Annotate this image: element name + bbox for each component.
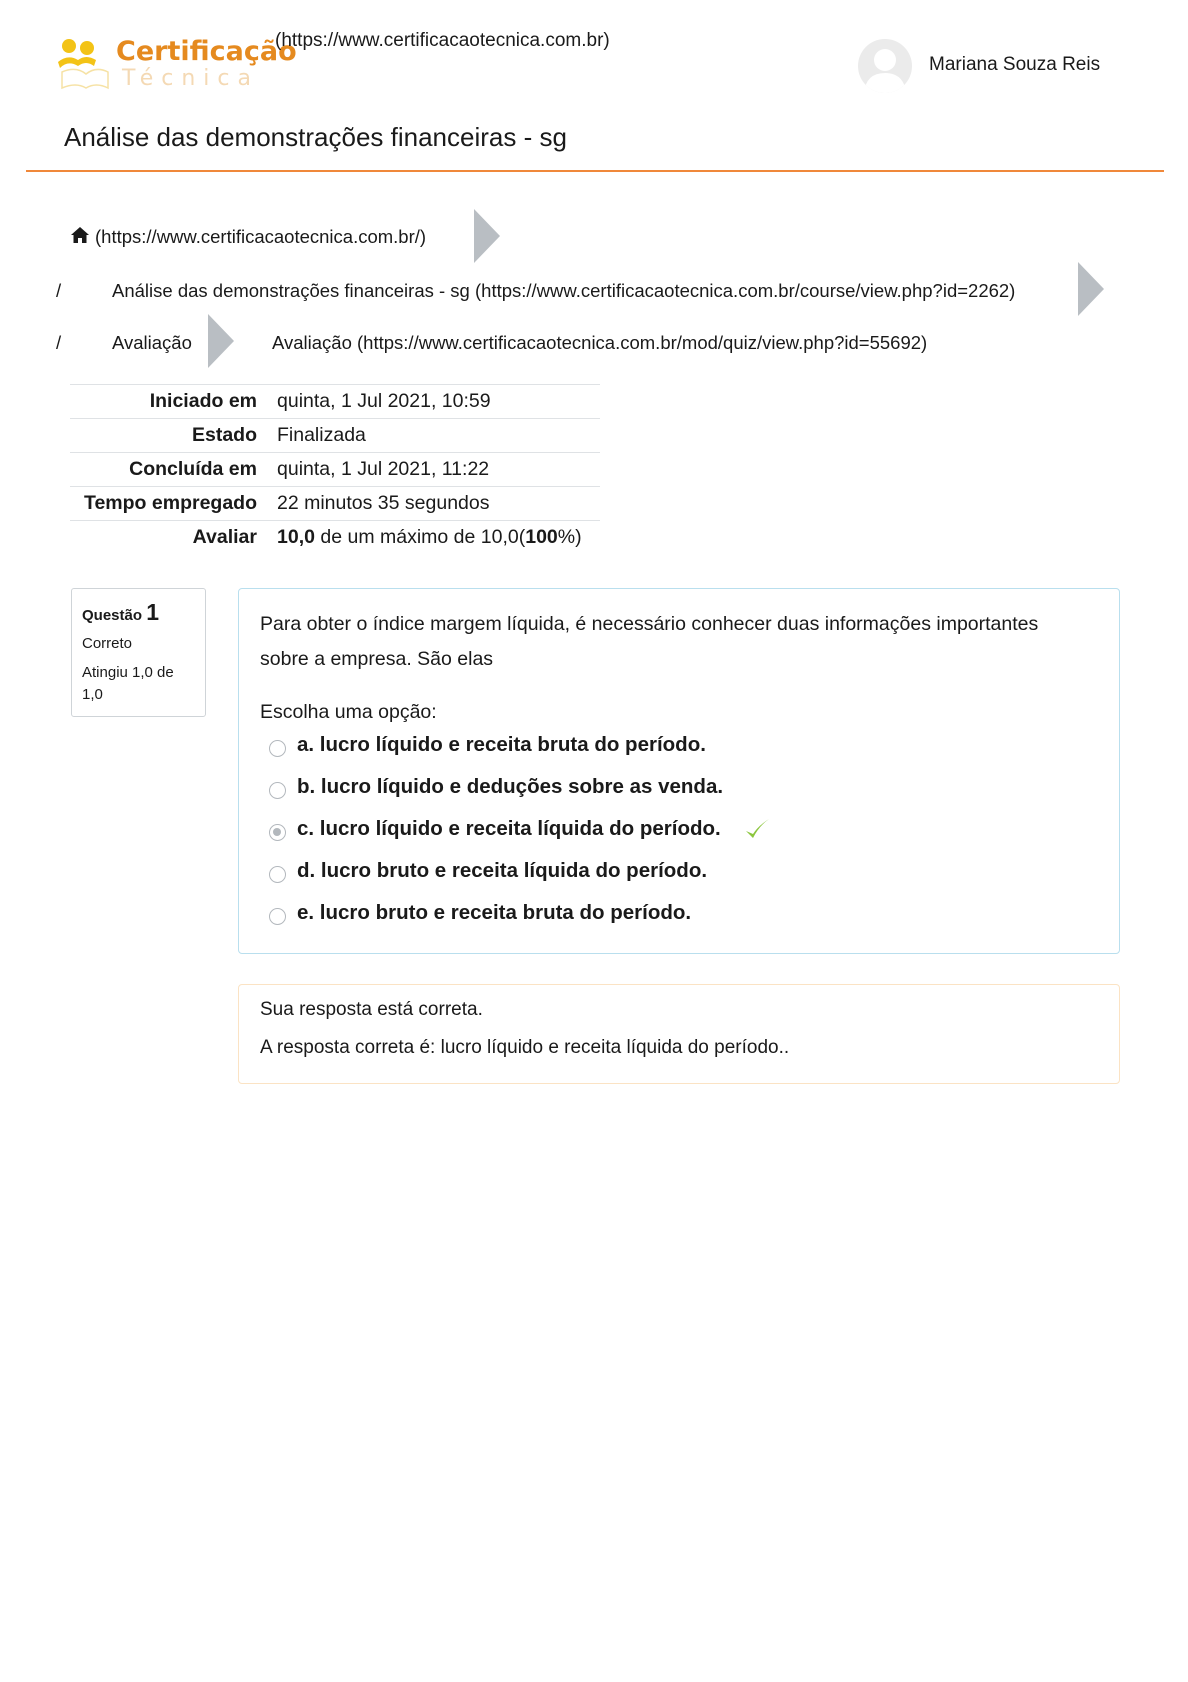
attempt-summary-table bbox=[70, 384, 600, 554]
radio-button[interactable] bbox=[269, 740, 286, 757]
question-text: Para obter o índice margem líquida, é necessário conhecer duas informações importantes sobre a empresa. São elas bbox=[260, 613, 1039, 670]
completed-value: quinta, 1 Jul 2021, 11:22 bbox=[277, 453, 600, 487]
question-number-label bbox=[82, 599, 195, 626]
answer-option-label: b. lucro líquido e deduções sobre as venda. bbox=[297, 775, 724, 798]
site-logo[interactable] bbox=[56, 36, 297, 92]
breadcrumb-course-link[interactable]: Análise das demonstrações financeiras - sg (https://www.certificacaotecnica.com.br/course/view.php?id=2262) bbox=[112, 280, 1016, 301]
user-avatar-icon bbox=[858, 39, 912, 93]
started-label: Iniciado em bbox=[70, 385, 277, 419]
radio-button[interactable] bbox=[269, 908, 286, 925]
checkmark-icon bbox=[743, 816, 771, 844]
question-state: Correto bbox=[82, 635, 133, 652]
logo-subtext: Técnica bbox=[122, 66, 259, 91]
breadcrumb-quiz-link[interactable]: Avaliação (https://www.certificacaotecnica.com.br/mod/quiz/view.php?id=55692) bbox=[272, 332, 928, 353]
breadcrumb-quiz-label[interactable]: Avaliação bbox=[112, 332, 192, 353]
answer-option-label: c. lucro líquido e receita líquida do período. bbox=[297, 817, 721, 840]
time-label: Tempo empregado bbox=[70, 487, 277, 521]
grade-middle: de um máximo de 10,0( bbox=[314, 526, 526, 548]
feedback-result: Sua resposta está correta. bbox=[260, 999, 483, 1020]
table-row bbox=[70, 385, 600, 419]
answer-option-label: a. lucro líquido e receita bruta do período. bbox=[297, 733, 706, 756]
table-row bbox=[70, 521, 600, 555]
feedback-correct-answer: A resposta correta é: lucro líquido e receita líquida do período.. bbox=[260, 1037, 790, 1058]
grade-label: Avaliar bbox=[70, 521, 277, 555]
grade-percent: 100 bbox=[525, 526, 558, 548]
home-icon[interactable] bbox=[70, 226, 90, 244]
logo-people-icon bbox=[56, 36, 114, 92]
feedback-box bbox=[238, 984, 1120, 1084]
breadcrumb-arrow-icon bbox=[474, 209, 500, 263]
question-info bbox=[71, 588, 206, 717]
logo-text: Certificação bbox=[116, 36, 297, 67]
state-label: Estado bbox=[70, 419, 277, 453]
answer-option-label: e. lucro bruto e receita bruta do período. bbox=[297, 901, 692, 924]
avatar[interactable] bbox=[858, 39, 912, 93]
radio-button-selected[interactable] bbox=[269, 824, 286, 841]
time-value: 22 minutos 35 segundos bbox=[277, 487, 600, 521]
site-link[interactable]: (https://www.certificacaotecnica.com.br) bbox=[275, 30, 610, 51]
question-number: 1 bbox=[146, 599, 159, 625]
started-value: quinta, 1 Jul 2021, 10:59 bbox=[277, 385, 600, 419]
page-title: Análise das demonstrações financeiras - sg bbox=[64, 122, 567, 152]
state-value: Finalizada bbox=[277, 419, 600, 453]
grade-value bbox=[277, 521, 600, 555]
breadcrumb-arrow-icon bbox=[208, 314, 234, 368]
radio-button[interactable] bbox=[269, 866, 286, 883]
table-row bbox=[70, 453, 600, 487]
answer-prompt: Escolha uma opção: bbox=[260, 701, 437, 723]
completed-label: Concluída em bbox=[70, 453, 277, 487]
table-row bbox=[70, 487, 600, 521]
breadcrumb-separator: / bbox=[56, 280, 62, 301]
radio-button[interactable] bbox=[269, 782, 286, 799]
breadcrumb-home-link[interactable]: (https://www.certificacaotecnica.com.br/) bbox=[95, 226, 427, 247]
answer-option-label: d. lucro bruto e receita líquida do período. bbox=[297, 859, 708, 882]
grade-end: %) bbox=[557, 526, 582, 548]
question-grade: Atingiu 1,0 de 1,0 bbox=[82, 664, 174, 703]
grade-score: 10,0 bbox=[277, 526, 315, 548]
table-row bbox=[70, 419, 600, 453]
question-label: Questão bbox=[82, 607, 143, 624]
question-content bbox=[238, 588, 1120, 954]
user-name[interactable]: Mariana Souza Reis bbox=[929, 54, 1101, 75]
breadcrumb-separator: / bbox=[56, 332, 62, 353]
title-divider bbox=[26, 170, 1164, 172]
breadcrumb-arrow-icon bbox=[1078, 262, 1104, 316]
